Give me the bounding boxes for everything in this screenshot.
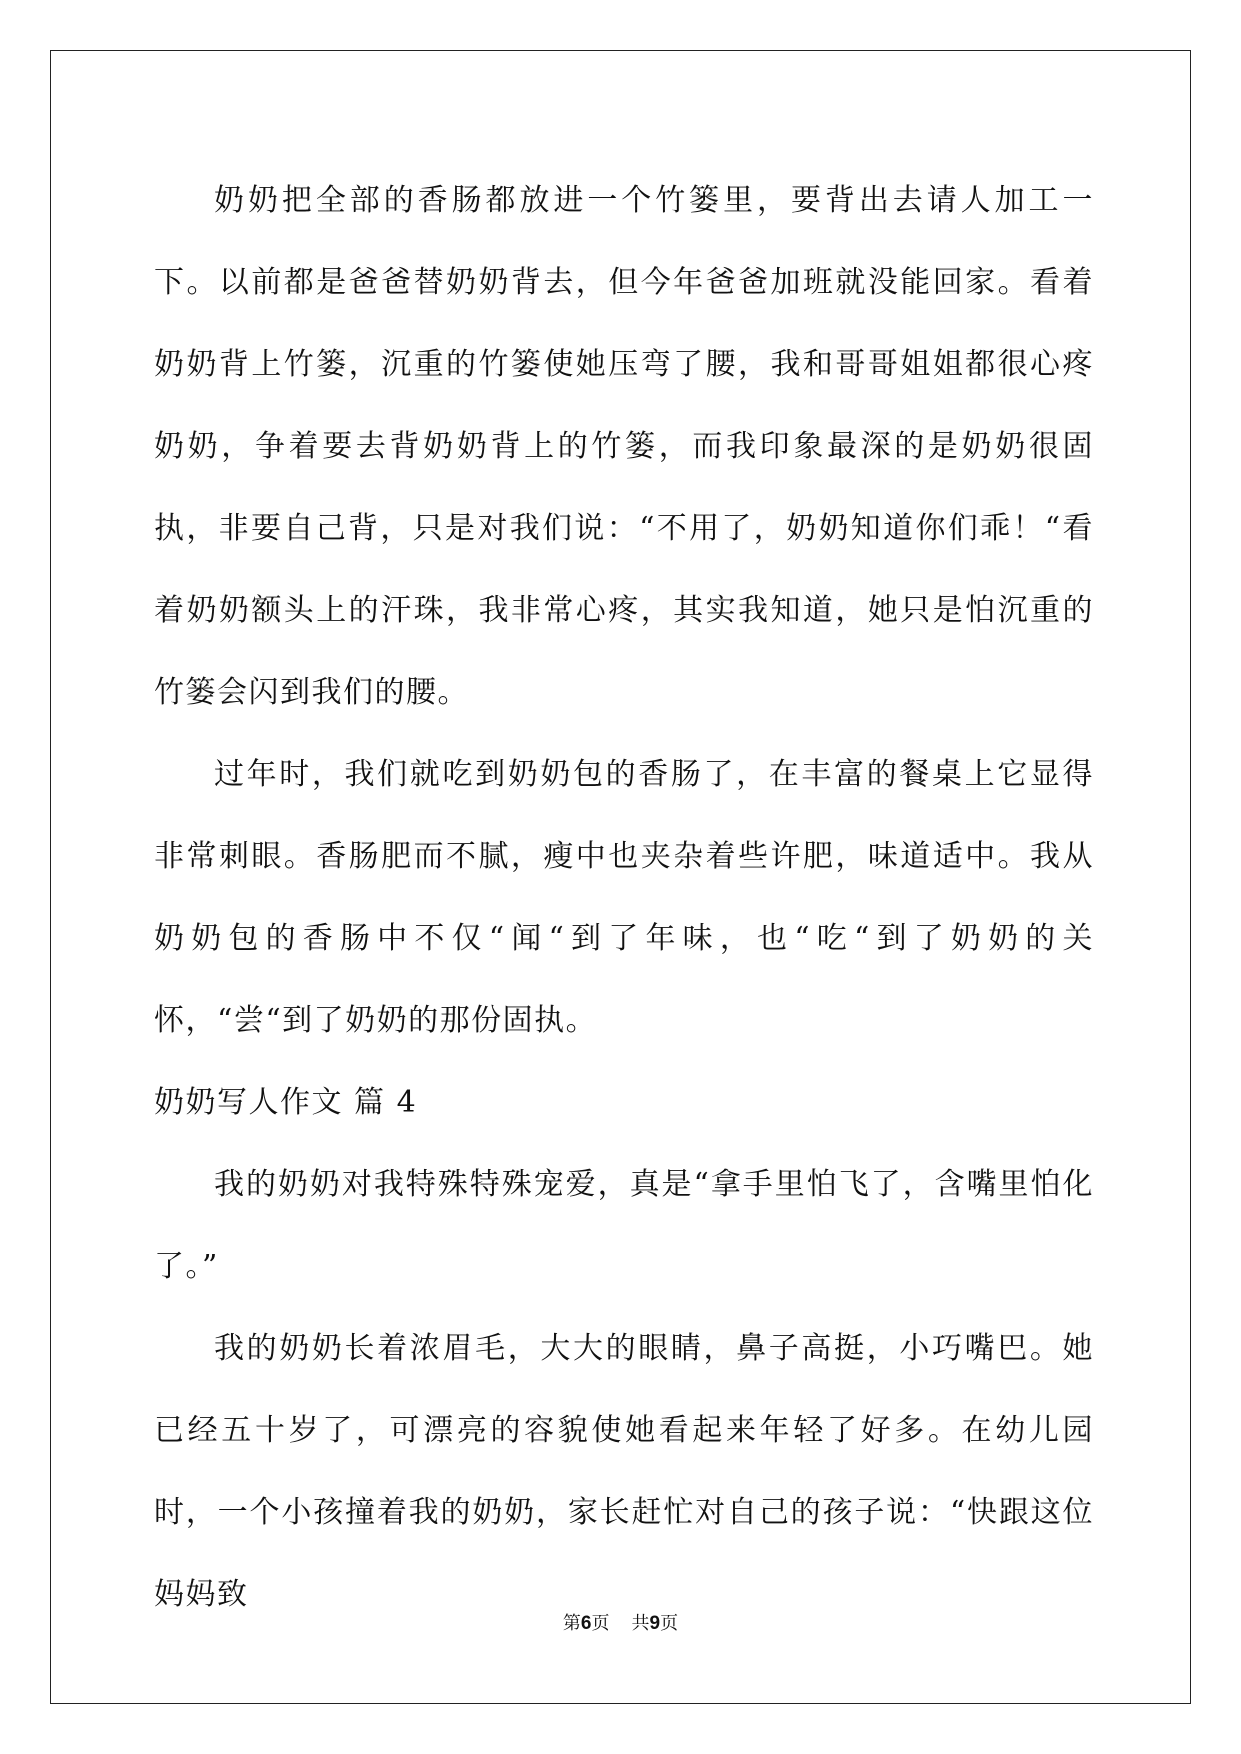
document-body: [154, 160, 1094, 1636]
paragraph: 我的奶奶对我特殊特殊宠爱，真是“拿手里怕飞了，含嘴里怕化了。”: [154, 1167, 1094, 1284]
total-suffix: 页: [660, 1613, 679, 1634]
page-prefix: 第: [562, 1613, 581, 1634]
paragraph: 奶奶把全部的香肠都放进一个竹篓里，要背出去请人加工一下。以前都是爸爸替奶奶背去，但今年爸爸加班就没能回家。看着奶奶背上竹篓，沉重的竹篓使她压弯了腰，我和哥哥姐姐都很心疼奶奶，争着要去背奶奶背上的竹篓，而我印象最深的是奶奶很固执，非要自己背，只是对我们说：“不用了，奶奶知道你们乖！“看着奶奶额头上的汗珠，我非常心疼，其实我知道，她只是怕沉重的竹篓会闪到我们的腰。: [154, 183, 1094, 710]
paragraph: 我的奶奶长着浓眉毛，大大的眼睛，鼻子高挺，小巧嘴巴。她已经五十岁了，可漂亮的容貌使她看起来年轻了好多。在幼儿园时，一个小孩撞着我的奶奶，家长赶忙对自己的孩子说：“快跟这位妈妈致: [154, 1331, 1094, 1612]
total-prefix: 共: [631, 1613, 650, 1634]
page-footer: [0, 1612, 1241, 1636]
total-page-number: 9: [649, 1613, 661, 1634]
page-suffix: 页: [591, 1613, 610, 1634]
paragraph: 过年时，我们就吃到奶奶包的香肠了，在丰富的餐桌上它显得非常刺眼。香肠肥而不腻，瘦中也夹杂着些许肥，味道适中。我从奶奶包的香肠中不仅“闻“到了年味，也“吃“到了奶奶的关怀，“尝“到了奶奶的那份固执。: [154, 757, 1094, 1038]
current-page-number: 6: [580, 1613, 592, 1634]
section-heading: 奶奶写人作文 篇 4: [154, 1085, 418, 1120]
